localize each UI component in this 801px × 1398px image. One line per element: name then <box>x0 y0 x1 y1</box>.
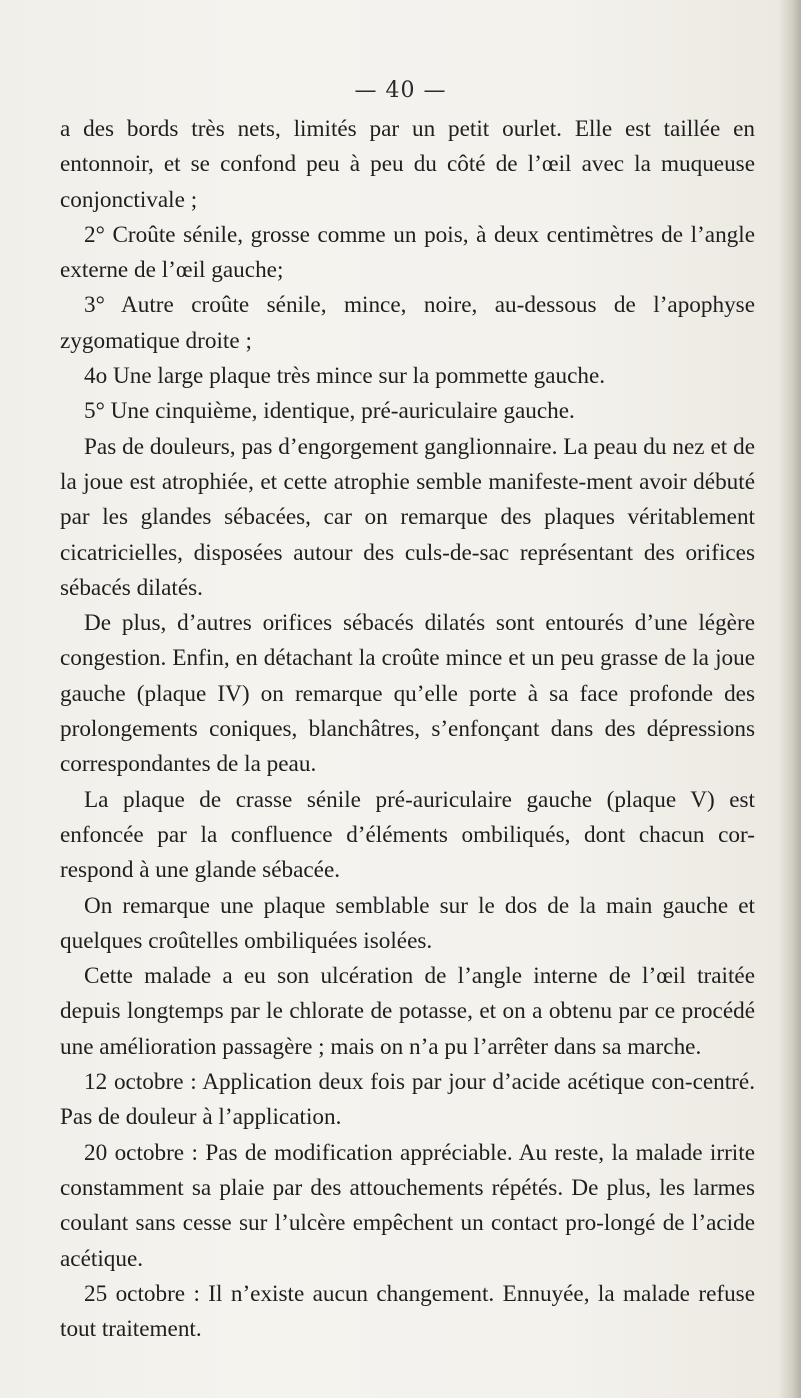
paragraph-item-2: 2° Croûte sénile, grosse comme un pois, à deux centimètres de l’angle externe de l’œil gauche; <box>60 221 755 284</box>
paragraph-plaque-v: La plaque de crasse sénile pré-auriculaire gauche (plaque V) est enfoncée par la confluence d’éléments ombiliqués, dont chacun cor-respond à une glande sébacée. <box>60 786 755 884</box>
paragraph-congestion: De plus, d’autres orifices sébacés dilatés sont entourés d’une légère congestion. Enfin, en détachant la croûte mince et un peu grasse de la joue gauche (plaque IV) on remarque qu’elle porte à sa face profonde des prolongements coniques, blanchâtres, s’enfonçant dans des dépressions correspondantes de la peau. <box>60 610 755 778</box>
page-number: — 40 — <box>354 78 447 103</box>
paragraph-item-3: 3° Autre croûte sénile, mince, noire, au-dessous de l’apophyse zygomatique droite ; <box>60 292 755 354</box>
page-edge-shadow <box>779 0 801 1398</box>
paragraph-item-5: 5° Une cinquième, identique, pré-auriculaire gauche. <box>84 398 575 425</box>
paragraph-item-4: 4o Une large plaque très mince sur la pommette gauche. <box>84 363 606 390</box>
paragraph-atrophy: Pas de douleurs, pas d’engorgement ganglionnaire. La peau du nez et de la joue est atrophiée, et cette atrophie semble manifeste-ment avoir débuté par les glandes sébacées, car on remarque des plaques véritablement cicatricielles, disposées autour des culs-de-sac représentant des orifices sébacés dilatés. <box>60 433 755 601</box>
paragraph-treatment-history: Cette malade a eu son ulcération de l’angle interne de l’œil traitée depuis longtemps par le chlorate de potasse, et on a obtenu par ce procédé une amélioration passagère ; mais on n’a pu l’arrêter dans sa marche. <box>60 963 755 1060</box>
paragraph-oct-12: 12 octobre : Application deux fois par jour d’acide acétique con-centré. Pas de douleur à l’application. <box>60 1069 755 1131</box>
paragraph-oct-20: 20 octobre : Pas de modification appréciable. Au reste, la malade irrite constamment sa plaie par des attouchements répétés. De plus, les larmes coulant sans cesse sur l’ulcère empêchent un contact pro-longé de l’acide acétique. <box>60 1139 755 1272</box>
paragraph-hand-plaque: On remarque une plaque semblable sur le dos de la main gauche et quelques croûtelles ombiliquées isolées. <box>60 892 755 954</box>
body-text <box>60 112 755 1347</box>
paragraph-continuation: a des bords très nets, limités par un petit ourlet. Elle est taillée en entonnoir, et se confond peu à peu du côté de l’œil avec la muqueuse conjonctivale ; <box>60 116 755 213</box>
paragraph-oct-25: 25 octobre : Il n’existe aucun changement. Ennuyée, la malade refuse tout traitement. <box>60 1280 755 1343</box>
